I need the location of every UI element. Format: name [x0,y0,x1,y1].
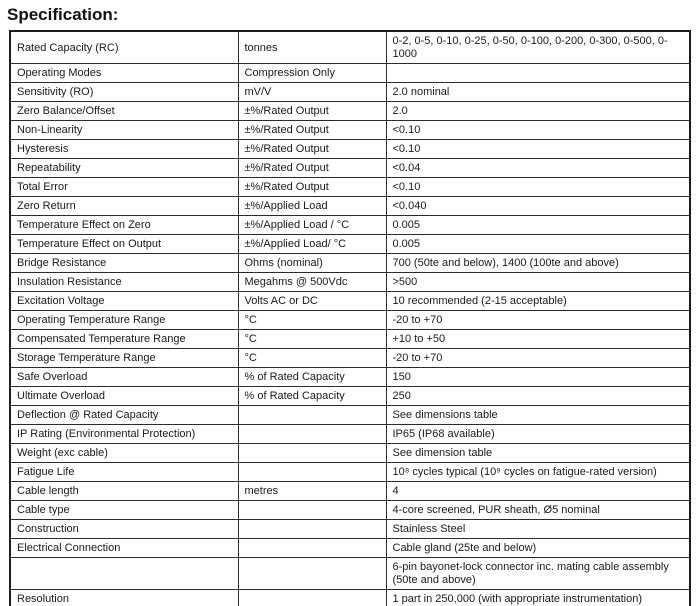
table-row [10,425,690,444]
spec-units-cell: Compression Only [238,64,386,83]
table-row [10,539,690,558]
spec-value-cell: >500 [386,273,690,292]
spec-name-cell: Non-Linearity [10,121,238,140]
spec-name-cell: Resolution [10,590,238,606]
spec-value-cell: 700 (50te and below), 1400 (100te and above) [386,254,690,273]
page-title: Specification: [7,5,119,24]
spec-name-cell: Construction [10,520,238,539]
spec-units-cell: °C [238,349,386,368]
spec-name-cell [10,558,238,590]
spec-value-cell: 2.0 [386,102,690,121]
spec-name-cell: Zero Return [10,197,238,216]
spec-name-cell: Fatigue Life [10,463,238,482]
spec-name-cell: Sensitivity (RO) [10,83,238,102]
table-row [10,501,690,520]
spec-units-cell [238,444,386,463]
table-row [10,121,690,140]
spec-name-cell: Excitation Voltage [10,292,238,311]
spec-units-cell [238,539,386,558]
table-row [10,311,690,330]
spec-value-cell: -20 to +70 [386,311,690,330]
spec-value-cell: 4-core screened, PUR sheath, Ø5 nominal [386,501,690,520]
spec-value-cell: 150 [386,368,690,387]
spec-name-cell: Cable type [10,501,238,520]
spec-value-cell: 10⁸ cycles typical (10⁹ cycles on fatigue-rated version) [386,463,690,482]
spec-value-cell: 1 part in 250,000 (with appropriate instrumentation) [386,590,690,606]
spec-name-cell: Operating Modes [10,64,238,83]
spec-units-cell: Volts AC or DC [238,292,386,311]
table-row [10,64,690,83]
table-row [10,558,690,590]
table-row [10,178,690,197]
table-row [10,482,690,501]
spec-units-cell [238,590,386,606]
table-row [10,387,690,406]
spec-value-cell: 4 [386,482,690,501]
spec-name-cell: Safe Overload [10,368,238,387]
table-row [10,102,690,121]
spec-name-cell: Temperature Effect on Zero [10,216,238,235]
table-row [10,368,690,387]
spec-units-cell: ±%/Applied Load/ °C [238,235,386,254]
table-row [10,330,690,349]
spec-name-cell: Rated Capacity (RC) [10,31,238,64]
spec-value-cell: 0-2, 0-5, 0-10, 0-25, 0-50, 0-100, 0-200, 0-300, 0-500, 0-1000 [386,31,690,64]
spec-units-cell: ±%/Rated Output [238,102,386,121]
spec-units-cell: % of Rated Capacity [238,368,386,387]
spec-value-cell: Stainless Steel [386,520,690,539]
spec-units-cell: Megahms @ 500Vdc [238,273,386,292]
spec-value-cell [386,64,690,83]
spec-units-cell [238,558,386,590]
table-row [10,520,690,539]
spec-value-cell: 0.005 [386,235,690,254]
spec-units-cell [238,501,386,520]
table-row [10,235,690,254]
spec-value-cell: See dimension table [386,444,690,463]
spec-units-cell [238,406,386,425]
spec-name-cell: Hysteresis [10,140,238,159]
spec-name-cell: IP Rating (Environmental Protection) [10,425,238,444]
table-row [10,444,690,463]
table-row [10,31,690,64]
spec-name-cell: Deflection @ Rated Capacity [10,406,238,425]
spec-units-cell: ±%/Rated Output [238,121,386,140]
spec-name-cell: Bridge Resistance [10,254,238,273]
spec-units-cell: ±%/Applied Load [238,197,386,216]
spec-value-cell: Cable gland (25te and below) [386,539,690,558]
spec-name-cell: Electrical Connection [10,539,238,558]
table-row [10,197,690,216]
spec-name-cell: Temperature Effect on Output [10,235,238,254]
spec-name-cell: Weight (exc cable) [10,444,238,463]
spec-value-cell: <0.040 [386,197,690,216]
table-row [10,463,690,482]
spec-value-cell: 10 recommended (2-15 acceptable) [386,292,690,311]
spec-value-cell: <0.10 [386,140,690,159]
spec-value-cell: -20 to +70 [386,349,690,368]
spec-value-cell: See dimensions table [386,406,690,425]
table-row [10,83,690,102]
spec-units-cell: tonnes [238,31,386,64]
spec-name-cell: Cable length [10,482,238,501]
spec-units-cell: °C [238,330,386,349]
spec-units-cell: ±%/Rated Output [238,178,386,197]
specification-table-body [10,31,690,606]
spec-value-cell: <0.10 [386,178,690,197]
table-row [10,273,690,292]
table-row [10,140,690,159]
spec-value-cell: IP65 (IP68 available) [386,425,690,444]
spec-units-cell [238,463,386,482]
spec-units-cell: ±%/Applied Load / °C [238,216,386,235]
spec-units-cell: % of Rated Capacity [238,387,386,406]
specification-table [9,30,691,606]
table-row [10,254,690,273]
spec-value-cell: +10 to +50 [386,330,690,349]
spec-name-cell: Insulation Resistance [10,273,238,292]
table-row [10,406,690,425]
spec-name-cell: Storage Temperature Range [10,349,238,368]
spec-name-cell: Total Error [10,178,238,197]
spec-name-cell: Operating Temperature Range [10,311,238,330]
spec-value-cell: 0.005 [386,216,690,235]
spec-units-cell [238,520,386,539]
spec-value-cell: 6-pin bayonet-lock connector inc. mating cable assembly (50te and above) [386,558,690,590]
spec-units-cell: ±%/Rated Output [238,140,386,159]
spec-name-cell: Repeatability [10,159,238,178]
spec-units-cell [238,425,386,444]
spec-value-cell: 2.0 nominal [386,83,690,102]
spec-value-cell: 250 [386,387,690,406]
spec-units-cell: mV/V [238,83,386,102]
spec-name-cell: Zero Balance/Offset [10,102,238,121]
table-row [10,216,690,235]
spec-value-cell: <0.10 [386,121,690,140]
spec-name-cell: Ultimate Overload [10,387,238,406]
spec-units-cell: °C [238,311,386,330]
spec-units-cell: ±%/Rated Output [238,159,386,178]
spec-units-cell: Ohms (nominal) [238,254,386,273]
spec-units-cell: metres [238,482,386,501]
table-row [10,292,690,311]
table-row [10,349,690,368]
spec-name-cell: Compensated Temperature Range [10,330,238,349]
spec-value-cell: <0.04 [386,159,690,178]
table-row [10,159,690,178]
table-row [10,590,690,606]
